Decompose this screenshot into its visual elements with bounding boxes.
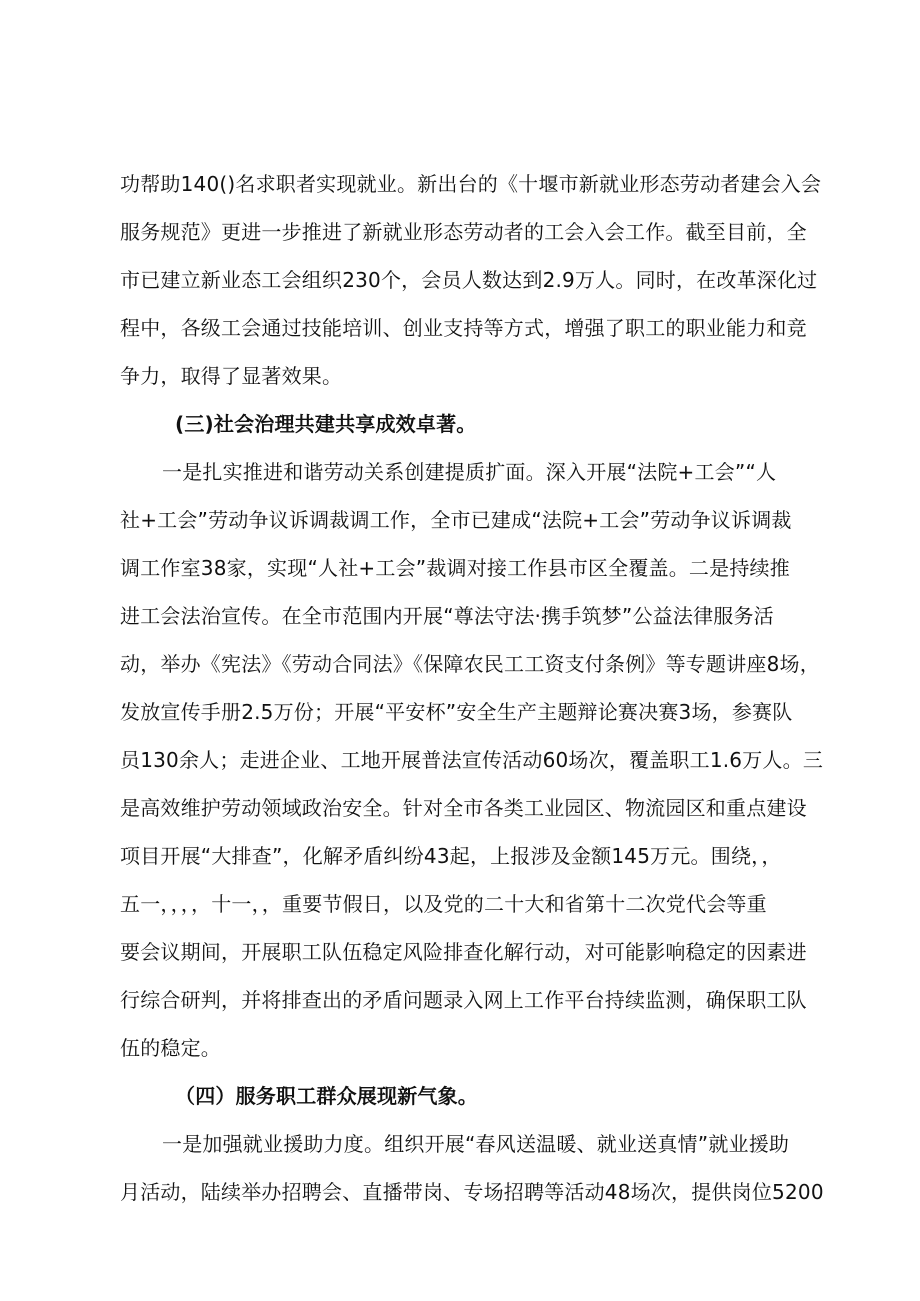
paragraph-line: 项目开展“大排查”，化解矛盾纠纷43起，上报涉及金额145万元。围绕，， (120, 844, 782, 868)
paragraph-line: 员130余人；走进企业、工地开展普法宣传活动60场次，覆盖职工1.6万人。三 (120, 748, 824, 772)
section-heading: (三)社会治理共建共享成效卓著。 (175, 412, 477, 436)
paragraph-line: 动，举办《宪法》《劳动合同法》《保障农民工工资支付条例》等专题讲座8场， (120, 652, 820, 676)
paragraph-line: 五一，，，，十一，，重要节假日，以及党的二十大和省第十二次党代会等重 (120, 892, 767, 916)
paragraph-line: 一是加强就业援助力度。组织开展“春风送温暖、就业送真情”就业援助 (162, 1132, 790, 1156)
paragraph-line: 是高效维护劳动领域政治安全。针对全市各类工业园区、物流园区和重点建设 (120, 796, 807, 820)
paragraph-line: 伍的稳定。 (120, 1036, 221, 1060)
paragraph-line: 调工作室38家，实现“人社+工会”裁调对接工作县市区全覆盖。二是持续推 (120, 556, 790, 580)
paragraph-line: 社+工会”劳动争议诉调裁调工作，全市已建成“法院+工会”劳动争议诉调裁 (120, 508, 792, 532)
paragraph-line: 程中，各级工会通过技能培训、创业支持等方式，增强了职工的职业能力和竞 (120, 316, 807, 340)
paragraph-line: 进工会法治宣传。在全市范围内开展“尊法守法·携手筑梦”公益法律服务活 (120, 604, 774, 628)
paragraph-line: 行综合研判，并将排查出的矛盾问题录入网上工作平台持续监测，确保职工队 (120, 988, 807, 1012)
paragraph-line: 要会议期间，开展职工队伍稳定风险排查化解行动，对可能影响稳定的因素进 (120, 940, 807, 964)
paragraph-line: 功帮助140()名求职者实现就业。新出台的《十堰市新就业形态劳动者建会入会 (120, 172, 822, 196)
paragraph-line: 争力，取得了显著效果。 (120, 364, 343, 388)
paragraph-line: 月活动，陆续举办招聘会、直播带岗、专场招聘等活动48场次，提供岗位5200 (120, 1180, 824, 1204)
paragraph-line: 市已建立新业态工会组织230个，会员人数达到2.9万人。同时，在改革深化过 (120, 268, 818, 292)
section-heading: （四）服务职工群众展现新气象。 (175, 1084, 478, 1108)
paragraph-line: 一是扎实推进和谐劳动关系创建提质扩面。深入开展“法院+工会”“人 (162, 460, 777, 484)
paragraph-line: 发放宣传手册2.5万份；开展“平安杯”安全生产主题辩论赛决赛3场，参赛队 (120, 700, 793, 724)
paragraph-line: 服务规范》更进一步推进了新就业形态劳动者的工会入会工作。截至目前，全 (120, 220, 807, 244)
